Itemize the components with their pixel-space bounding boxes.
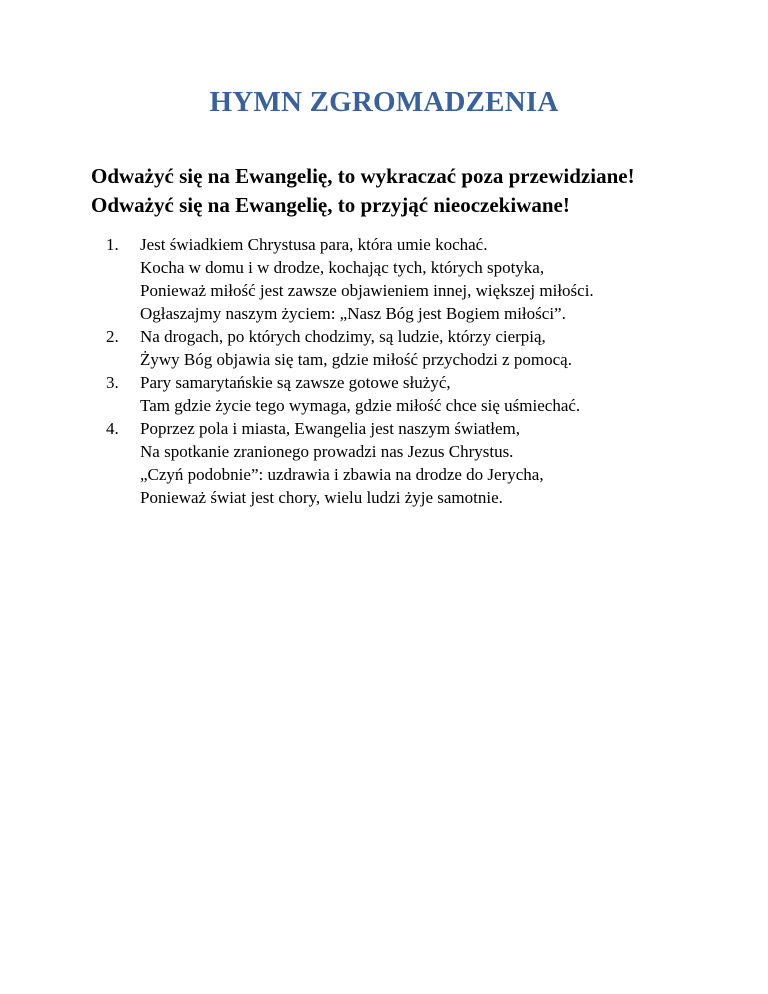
verse-line: Na spotkanie zranionego prowadzi nas Jezus Chrystus. xyxy=(140,442,514,461)
verse-number: 2. xyxy=(106,327,119,346)
verse-number: 1. xyxy=(106,235,119,254)
verse-line: Poprzez pola i miasta, Ewangelia jest naszym światłem, xyxy=(140,419,521,438)
verse-list xyxy=(106,233,726,509)
verse-line: „Czyń podobnie”: uzdrawia i zbawia na drodze do Jerycha, xyxy=(140,465,544,484)
verse-line: Pary samarytańskie są zawsze gotowe służyć, xyxy=(140,373,451,392)
verse-number: 4. xyxy=(106,419,119,438)
refrain-line: Odważyć się na Ewangelię, to wykraczać poza przewidziane! xyxy=(91,164,635,188)
verse-4 xyxy=(106,417,726,509)
refrain-line: Odważyć się na Ewangelię, to przyjąć nieoczekiwane! xyxy=(91,193,570,217)
verse-line: Tam gdzie życie tego wymaga, gdzie miłość chce się uśmiechać. xyxy=(140,396,581,415)
verse-3 xyxy=(106,371,726,417)
verse-line: Ogłaszajmy naszym życiem: „Nasz Bóg jest Bogiem miłości”. xyxy=(140,304,566,323)
page-title: HYMN ZGROMADZENIA xyxy=(209,86,559,118)
verse-line: Na drogach, po których chodzimy, są ludzie, którzy cierpią, xyxy=(140,327,546,346)
verse-number: 3. xyxy=(106,373,119,392)
verse-2 xyxy=(106,325,726,371)
refrain xyxy=(91,162,731,220)
verse-line: Ponieważ miłość jest zawsze objawieniem innej, większej miłości. xyxy=(140,281,594,300)
verse-line: Jest świadkiem Chrystusa para, która umie kochać. xyxy=(140,235,488,254)
verse-line: Ponieważ świat jest chory, wielu ludzi żyje samotnie. xyxy=(140,488,503,507)
verse-line: Żywy Bóg objawia się tam, gdzie miłość przychodzi z pomocą. xyxy=(140,350,572,369)
verse-line: Kocha w domu i w drodze, kochając tych, których spotyka, xyxy=(140,258,545,277)
verse-1 xyxy=(106,233,726,325)
